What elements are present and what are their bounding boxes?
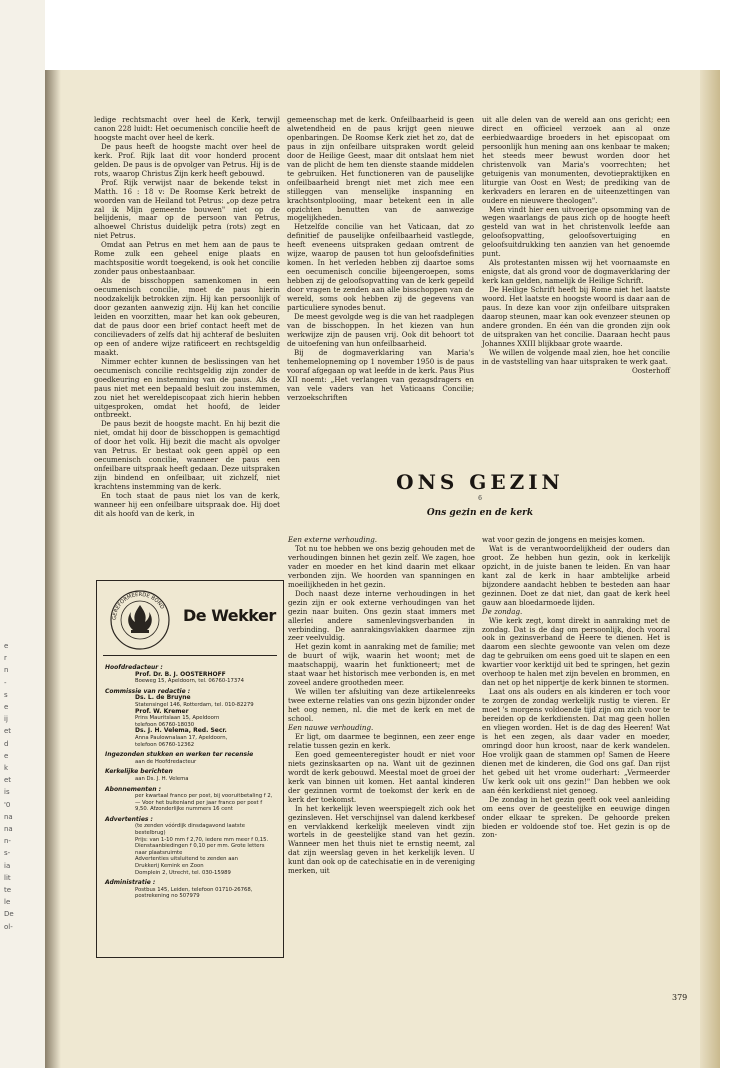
gezin-column-2 [482, 536, 670, 840]
subheading: Een nauwe verhouding. [288, 723, 374, 733]
colophon-divider [103, 655, 277, 656]
paragraph: Hetzelfde concilie van het Vaticaan, dat zo definitief de pauselijke onfeilbaarheid vastlegde, heeft eveneens uitspraken gedaan omtrent de wijze, waarop de pausen tot hun geloofsdefinities komen. In het verleden hebben zij daartoe soms een oecumenisch concilie bijeengeroepen, soms hebben zij de geloofsopvatting van de kerk gepeild door vragen te zenden aan alle bisschoppen van de wereld, soms ook hebben zij de gegevens van particuliere synodes benut. [287, 222, 474, 313]
colophon-line: aan de Hoofdredacteur [135, 758, 197, 765]
adjacent-page-fragment: is [4, 788, 10, 797]
adjacent-page-fragment: d [4, 739, 9, 748]
colophon-line: Domplein 2, Utrecht, tel. 030-15989 [135, 869, 231, 876]
colophon-line: Advertenties uitsluitend te zenden aan [135, 856, 239, 863]
colophon-entry [105, 776, 275, 783]
adjacent-page-fragment: k [4, 764, 9, 772]
colophon-line: Prijs: van 1-10 mm f 2,70, iedere mm meer f 0,15. Dienstaanbiedingen f 0,10 per mm. Grote letters naar plaatsruimte [135, 836, 269, 856]
section-subtitle: Ons gezin en de kerk [426, 508, 534, 518]
paragraph: De paus bezit de hoogste macht. En hij bezit die niet, omdat hij door de bisschoppen is gemachtigd of door het volk. Hij bezit die macht als opvolger van Petrus. Er bestaat ook geen appèl op een oecumenisch concilie, wanneer de paus een onfeilbare uitspraak heeft gedaan. Deze uitspraken zijn bindend en onfeilbaar, uit zichzelf, niet krachtens instemming van de kerk. [94, 419, 280, 492]
paragraph: Men vindt hier een uitvoerige opsomming van de wegen waarlangs de paus zich op de hoogte heeft gesteld van wat in het christenvolk leefde aan geloofsopvatting, geloofsovertuiging en geloofsuitdrukking ten aanzien van het genoemde punt. [482, 204, 670, 259]
colophon-heading: Advertenties : [105, 815, 153, 823]
section-title: ONS GEZIN [396, 470, 564, 494]
colophon-box [96, 580, 284, 958]
colophon-heading: Ingezonden stukken en werken ter recensie [105, 751, 254, 759]
colophon-entry [105, 728, 275, 748]
colophon-heading: Kerkelijke berichten [105, 768, 173, 776]
colophon-name: Prof. W. Kremer [135, 707, 189, 715]
article-column-2 [287, 116, 474, 403]
article-column-3 [482, 116, 670, 376]
colophon-line: Boeweg 15, Apeldoorn, tel. 06760-17374 [135, 678, 245, 685]
colophon-heading: Commissie van redactie : [105, 687, 191, 695]
colophon-heading: Abonnementen : [105, 785, 161, 793]
paragraph: Wie kerk zegt, komt direkt in aanraking met de zondag. Dat is de dag om persoonlijk, doch vooral ook in gezinsverband de Heere te dienen. Het is daarom een slechte gewoonte van velen om deze dag te gebruiken om eens goed uit te slapen en een kwartier voor kerktijd uit bed te springen, het gezin overhoop te halen met zijn bevelen en brommen, en dan net op het nippertje de kerk binnen te stormen. [482, 615, 670, 688]
adjacent-page-fragment: et [4, 776, 12, 785]
paragraph: Prof. Rijk verwijst naar de bekende tekst in Matth. 16 : 18 v: De Roomse Kerk betrekt de woorden van de Heiland tot Petrus: „op deze petra zal ik Mijn gemeente bouwen" niet op de belijdenis, maar op de persoon van Petrus, alhoewel Christus duidelijk petra (rots) zegt en niet Petrus. [94, 177, 280, 241]
paragraph: Als protestanten missen wij het voornaamste en enigste, dat als grond voor de dogmaverklaring der kerk kan gelden, namelijk de Heilige Schrift. [482, 258, 670, 286]
gezin-column-1 [288, 536, 475, 876]
paragraph: Bij de dogmaverklaring van Maria's tenhemelopneming op 1 november 1950 is de paus vooraf afgegaan op wat leefde in de kerk. Paus Pius XII noemt: „Het verlangen van gezagsdragers en van vele vaders van het Vaticaans Concilie; verzoekschriften [287, 347, 474, 402]
adjacent-page-fragment: ol- [4, 922, 13, 931]
paragraph: gemeenschap met de kerk. Onfeilbaarheid is geen alwetendheid en de paus krijgt geen nieuwe openbaringen. De Roomse Kerk ziet het zo, dat de paus in zijn onfeilbare uitspraken wordt geleid door de Heilige Geest, maar dit ontslaat hem niet van de plicht de hem ten dienste staande middelen te gebruiken. Het functioneren van de pauselijke onfeilbaarheid brengt niet met zich mee een stilleggen van menselijke inspanning en krachtsontplooiing, maar betekent een in alle opzichten benutten van de aanwezige mogelijkheden. [287, 115, 474, 223]
adjacent-page-fragment: ia [4, 861, 11, 870]
adjacent-page-fragment: - [4, 678, 7, 687]
paragraph: Laat ons als ouders en als kinderen er toch voor te zorgen de zondag werkelijk rustig te vieren. Er moet 's morgens voldoende tijd zijn om zich voor te bereiden op de kerkdiensten. Dat mag geen hollen en vliegen worden. Het is de dag des Heeren! Wat is het een zegen, als daar vader en moeder, omringd door hun kroost, naar de kerk wandelen. Hoe vrolijk gaan de stammen op! Samen de Heere dienen met de kinderen, die God ons gaf. Dan rijst het gebed uit het vrome ouderhart: „Vermeerder Uw kerk ook uit ons gezin!" Dan hebben we ook aan één kerkdienst niet genoeg. [482, 687, 670, 795]
adjacent-page-fragment: r [4, 654, 7, 663]
colophon-entry [105, 823, 275, 876]
colophon-line: Drukkerij Kemink en Zoon [135, 863, 204, 870]
adjacent-page-fragment: '0 [4, 800, 11, 809]
colophon-heading: Hoofdredacteur : [105, 664, 163, 671]
colophon-heading: Administratie : [105, 879, 156, 887]
paragraph: De zondag in het gezin geeft ook veel aanleiding om eens over de geestelijke en eeuwige dingen onder elkaar te spreken. De gehoorde preken bieden er voldoende stof toe. Het gezin is op de zon- [482, 794, 670, 840]
colophon-name: Prof. Dr. B. J. OOSTERHOFF [135, 670, 226, 678]
adjacent-page-edge [0, 0, 45, 1068]
adjacent-page-fragment: na [4, 825, 13, 833]
adjacent-page-fragment: lit [4, 873, 11, 882]
page-edge [700, 70, 720, 1068]
adjacent-page-fragment: te [4, 886, 12, 894]
author-signature: Oosterhoff [631, 365, 670, 375]
adjacent-page-fragment: e [4, 642, 9, 650]
paragraph: wat voor gezin de jongens en meisjes komen. [482, 535, 645, 544]
colophon-line: Postbus 145, Leiden, telefoon 01710-26768, postrekening no 507979 [135, 886, 253, 900]
adjacent-page-fragment: le [4, 898, 11, 907]
article-column-1 [94, 116, 280, 519]
paragraph: We willen de volgende maal zien, hoe het concilie in de vaststelling van haar uitspraken te werk gaat. [482, 347, 670, 366]
paragraph: Tot nu toe hebben we ons bezig gehouden met de verhoudingen binnen het gezin zelf. We zagen, hoe vader en moeder en het kind daarin met elkaar verbonden zijn. We hoorden van spanningen en moeilijkheden in het gezin. [288, 543, 475, 589]
emblem-text: GEREFORMEERDE BOND [111, 591, 166, 621]
adjacent-page-fragment: s- [4, 849, 11, 858]
paragraph: In het kerkelijk leven weerspiegelt zich ook het gezinsleven. Het verschijnsel van dalend kerkbesef en vervlakkend kerkelijk meeleven vindt zijn wortels in de geestelijke stand van het gezin. Wanneer men het thuis niet te ernstig neemt, zal dat zijn weerslag geven in het kerkelijk leven. U kunt dan ook op de catechisatie en in de vereniging merken, uit [288, 803, 475, 876]
colophon-entry [105, 695, 275, 708]
colophon-details [105, 661, 275, 900]
colophon-line: telefoon 06760-18030 [135, 721, 195, 728]
subheading: Een externe verhouding. [288, 535, 378, 544]
adjacent-page-fragment: De [4, 910, 14, 919]
adjacent-page-fragment: e [4, 703, 9, 711]
colophon-entry [105, 793, 275, 813]
colophon-line: Statensingel 146, Rotterdam, tel. 010-82279 [135, 701, 254, 708]
paragraph: Het gezin komt in aanraking met de familie; met de buurt of wijk, waarin het woont; met de maatschappij, waarin het funktioneert; met de staat waar het historisch mee verbonden is, en met zoveel andere grootheden meer. [288, 642, 475, 688]
subheading: De zondag. [482, 606, 523, 616]
paragraph: uit alle delen van de wereld aan ons gericht; een direct en officieel verzoek aan al onze eerbiedwaardige broeders in het episcopaat om persoonlijk hun mening aan ons kenbaar te maken; het steeds meer bewust worden door het christenvolk van Maria's voorrechten; het getuigenis van monumenten, devotiepraktijken en liturgie van Oost en West; de prediking van de kerkvaders en leraren en de uiteenzettingen van oudere en nieuwere theologen". [482, 115, 670, 205]
paragraph: Er ligt, om daarmee te beginnen, een zeer enge relatie tussen gezin en kerk. [288, 731, 475, 750]
paragraph: Omdat aan Petrus en met hem aan de paus te Rome zulk een geheel enige plaats en machtspositie wordt toegekend, is ook het concilie zonder paus onbestaanbaar. [94, 240, 280, 277]
colophon-entry [105, 759, 275, 766]
adjacent-page-fragment: et [4, 727, 12, 736]
section-number: 6 [478, 495, 482, 502]
colophon-line: Anna Paulownalaan 17, Apeldoorn, [135, 734, 228, 741]
paragraph: En toch staat de paus niet los van de kerk, wanneer hij een onfeilbare uitspraak doe. Hij doet dit als hoofd van de kerk, in [94, 491, 280, 518]
paragraph: De paus heeft de hoogste macht over heel de kerk. Prof. Rijk laat dit voor honderd procent gelden. De paus is de opvolger van Petrus. Hij is de rots, waarop Christus Zijn kerk heeft gebouwd. [94, 141, 280, 178]
colophon-entry [105, 887, 275, 900]
paragraph: De meest gevolgde weg is die van het raadplegen van de bisschoppen. In het kiezen van hun werkwijze zijn de pausen vrij. Ook dit behoort tot de uitoefening van hun onfeilbaarheid. [287, 311, 474, 348]
colophon-name: Ds. L. de Bruyne [135, 694, 191, 702]
society-emblem-icon [109, 589, 171, 651]
adjacent-page-fragment: e [4, 751, 9, 760]
adjacent-page-fragment: n- [4, 837, 11, 846]
paragraph: De Heilige Schrift heeft bij Rome niet het laatste woord. Het laatste en hoogste woord is daar aan de paus. In deze kan voor zijn onfeilbare uitspraken daarop steunen, maar kan ook evenzeer steunen op andere gronden. En één van die gronden zijn ook de uitspraken van het concilie. Daaraan hecht paus Johannes XXIII blijkbaar grote waarde. [482, 285, 670, 348]
colophon-line: (te zenden vóórdijk dinsdagavond laatste bestelbrug) [135, 823, 245, 837]
paragraph: Een goed gemeenteregister houdt er niet voor niets gezinskaarten op na. Want uit de gezinnen wordt de kerk gebouwd. Meestal moet de groei der kerk van binnen uit komen. Het aantal kinderen der gezinnen vormt de toekomst der kerk en de kerk der toekomst. [288, 749, 475, 804]
colophon-line: telefoon 06760-12362 [135, 741, 195, 748]
page-number: 379 [672, 993, 688, 1002]
paragraph: Wat is de verantwoordelijkheid der ouders dan groot. Ze hebben hun gezin, ook in kerkelijk opzicht, in de juiste banen te leiden. En van haar kant zal de kerk in haar ambtelijke arbeid bijzondere aandacht hebben te besteden aan haar gezinnen. Doet ze dat niet, dan gaat de kerk heel gauw aan bloedarmoede lijden. [482, 543, 670, 607]
colophon-line: Prins Mauritslaan 15, Apeldoorn [135, 715, 220, 722]
adjacent-page-fragment: ij [4, 715, 8, 724]
colophon-entry [105, 672, 275, 685]
colophon-line: per kwartaal franco per post, bij vooruitbetaling f 2,— Voor het buitenland per jaar franco per post f 9,50. Afzonderlijke nummers 16 cent [135, 793, 273, 813]
paragraph: We willen ter afsluiting van deze artikelenreeks twee externe relaties van ons gezin bijzonder onder het oog nemen, nl. die met de kerk en met de school. [288, 687, 475, 724]
paragraph: Nimmer echter kunnen de beslissingen van het oecumenisch concilie rechtsgeldig zijn zonder de goedkeuring en instemming van de paus. Als de paus niet met een bepaald besluit zou instemmen, zou niet het wereldepiscopaat zich hierin hebben uitgesproken, omdat het hoofd, de leider ontbreekt. [94, 356, 280, 420]
magazine-wordmark: De Wekker [183, 606, 276, 625]
colophon-name: Ds. J. H. Velema, Red. Secr. [135, 727, 227, 735]
binding-shadow [45, 70, 61, 1068]
paragraph: Als de bisschoppen samenkomen in een oecumenisch concilie, moet de paus hierin noodzakelijk betrokken zijn. Hij kan persoonlijk of door gezanten aanwezig zijn. Hij kan het concilie leiden en voorzitten, maar het kan ook gebeuren, dat de paus door een brief contact heeft met de concilievaders of zelfs dat hij achteraf de besluiten op een of andere wijze ratificeert en rechtsgeldig maakt. [94, 276, 280, 357]
adjacent-page-fragment: n [4, 666, 9, 675]
paragraph: ledige rechtsmacht over heel de Kerk, terwijl canon 228 luidt: Het oecumenisch concilie heeft de hoogste macht over heel de kerk. [94, 115, 280, 142]
adjacent-page-fragment: s [4, 690, 8, 699]
colophon-entry [105, 709, 275, 729]
paragraph: Doch naast deze interne verhoudingen in het gezin zijn er ook externe verhoudingen van het gezin naar buiten. Ons gezin staat immers met allerlei andere samenlevingsverbanden in verbinding. De aanrakingsvlakken daarmee zijn zeer veelvuldig. [288, 588, 475, 643]
colophon-line: aan Ds. J. H. Velema [135, 775, 189, 782]
adjacent-page-fragment: na [4, 812, 13, 821]
